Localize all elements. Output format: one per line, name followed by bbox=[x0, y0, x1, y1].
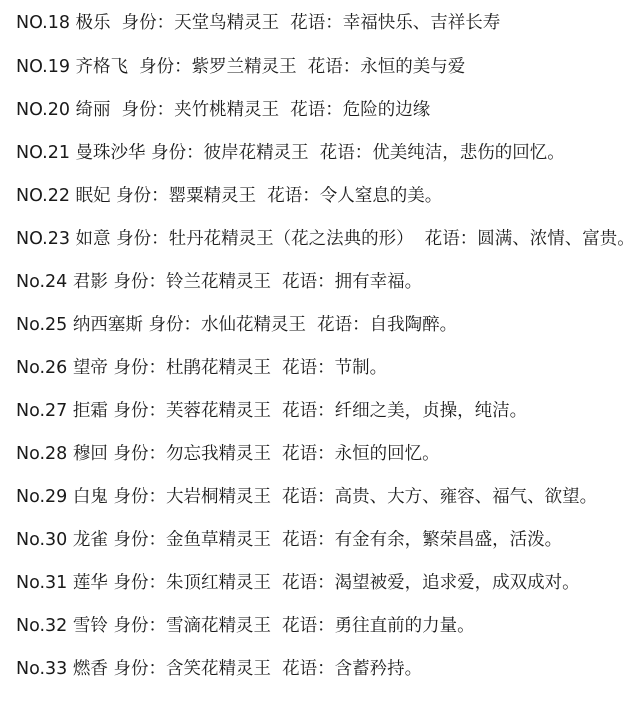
list-item: No.25 纳西塞斯 身份：水仙花精灵王 花语：自我陶醉。 bbox=[16, 315, 458, 335]
list-item: NO.18 极乐 身份：天堂鸟精灵王 花语：幸福快乐、吉祥长寿 bbox=[16, 13, 501, 33]
list-item: NO.19 齐格飞 身份：紫罗兰精灵王 花语：永恒的美与爱 bbox=[16, 57, 466, 77]
list-item: NO.22 眠妃 身份：罂粟精灵王 花语：令人窒息的美。 bbox=[16, 186, 443, 206]
list-item: NO.20 绮丽 身份：夹竹桃精灵王 花语：危险的边缘 bbox=[16, 100, 431, 120]
list-item: No.28 穆回 身份：勿忘我精灵王 花语：永恒的回忆。 bbox=[16, 444, 440, 464]
list-item: NO.21 曼珠沙华 身份：彼岸花精灵王 花语：优美纯洁，悲伤的回忆。 bbox=[16, 143, 565, 163]
list-item: No.26 望帝 身份：杜鹃花精灵王 花语：节制。 bbox=[16, 358, 388, 378]
list-item: NO.23 如意 身份：牡丹花精灵王（花之法典的形） 花语：圆满、浓情、富贵。 bbox=[16, 229, 635, 249]
list-item: No.33 燃香 身份：含笑花精灵王 花语：含蓄矜持。 bbox=[16, 659, 423, 679]
list-item: No.27 拒霜 身份：芙蓉花精灵王 花语：纤细之美，贞操，纯洁。 bbox=[16, 401, 528, 421]
list-item: No.32 雪铃 身份：雪滴花精灵王 花语：勇往直前的力量。 bbox=[16, 616, 475, 636]
list-item: No.31 莲华 身份：朱顶红精灵王 花语：渴望被爱，追求爱，成双成对。 bbox=[16, 573, 580, 593]
list-item: No.29 白鬼 身份：大岩桐精灵王 花语：高贵、大方、雍容、福气、欲望。 bbox=[16, 487, 598, 507]
list-item: No.24 君影 身份：铃兰花精灵王 花语：拥有幸福。 bbox=[16, 272, 423, 292]
list-item: No.30 龙雀 身份：金鱼草精灵王 花语：有金有余，繁荣昌盛，活泼。 bbox=[16, 530, 563, 550]
